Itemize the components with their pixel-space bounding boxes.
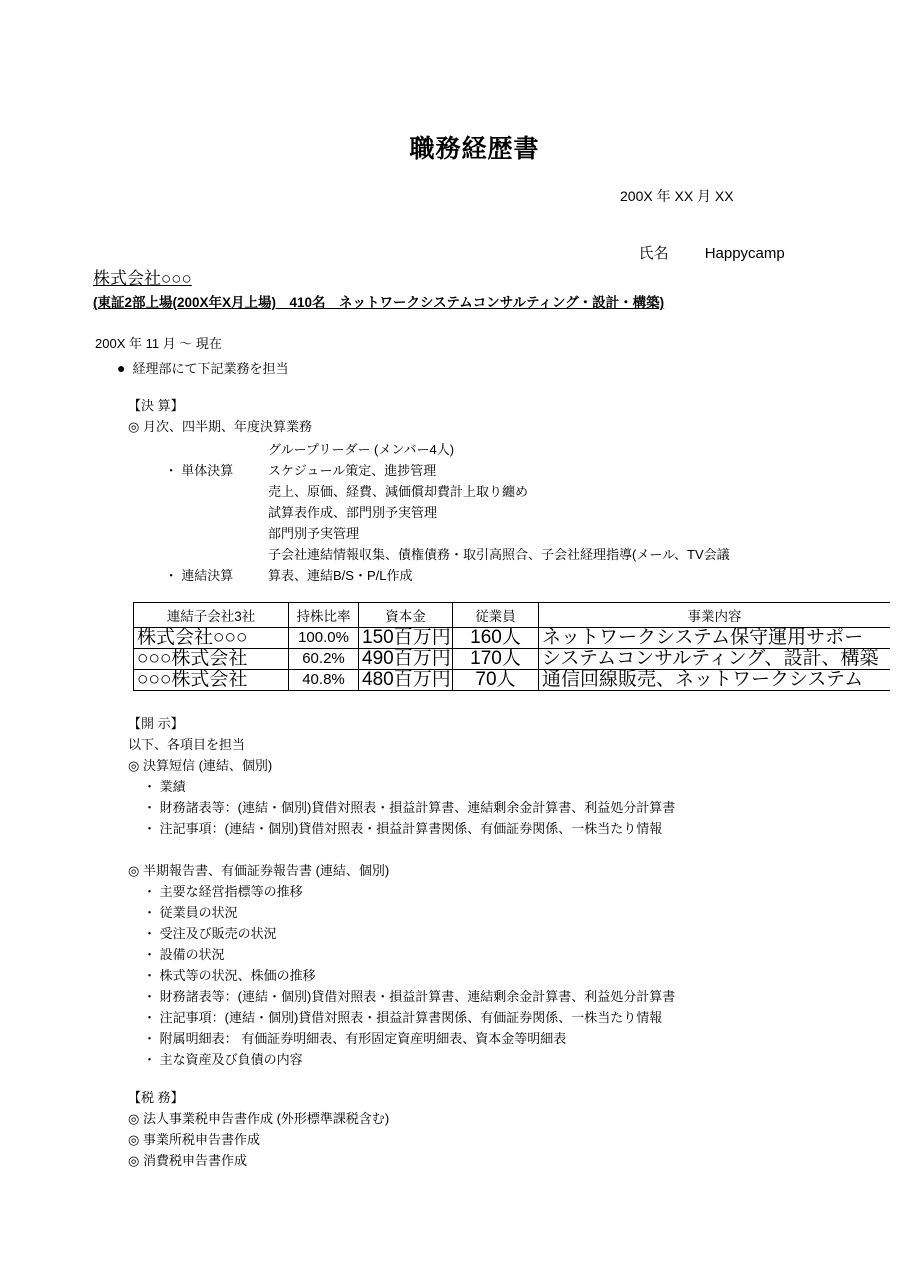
item-label: ・ 単体決算 — [164, 463, 234, 478]
role-line — [0, 358, 905, 379]
table-cell: 160人 — [453, 628, 539, 649]
table-cell: 480百万円 — [359, 670, 453, 691]
date-line: 200X 年 XX 月 XX — [620, 188, 734, 204]
table-header-cell: 従業員 — [453, 603, 539, 628]
list-item: ◎ 法人事業税申告書作成 (外形標準課税含む) — [128, 1111, 390, 1126]
continuation-line: 売上、原価、経費、減価償却費計上取り纏め — [268, 484, 529, 499]
table-cell: ○○○株式会社 — [134, 670, 289, 691]
list-item: ・ 業績 — [143, 779, 186, 794]
table-row — [134, 649, 891, 670]
list-item: ◎ 決算短信 (連結、個別) — [128, 758, 273, 773]
document-body — [0, 333, 905, 1171]
intro-line: 以下、各項目を担当 — [128, 737, 246, 752]
table-cell: 40.8% — [289, 670, 359, 691]
table-cell: 70人 — [453, 670, 539, 691]
table-cell: 通信回線販売、ネットワークシステム — [539, 670, 891, 691]
table-cell: ○○○株式会社 — [134, 649, 289, 670]
continuation-line: 部門別予実管理 — [268, 526, 360, 541]
table-cell: 100.0% — [289, 628, 359, 649]
item-desc: 子会社連結情報収集、債権債務・取引高照合、子会社経理指導(メール、TV会議 — [268, 547, 730, 562]
table-row — [134, 670, 891, 691]
item-label: ・ 連結決算 — [164, 568, 234, 583]
role-text: 経理部にて下記業務を担当 — [132, 361, 289, 376]
subsidiaries-table — [133, 602, 890, 691]
list-item: ・ 受注及び販売の状況 — [143, 926, 277, 941]
section-heading-kessan: 【決 算】 — [128, 398, 184, 413]
list-item: ◎ 事業所税申告書作成 — [128, 1132, 260, 1147]
table-cell: 株式会社○○○ — [134, 628, 289, 649]
list-item: ・ 主な資産及び負債の内容 — [143, 1052, 303, 1067]
item-desc: グループリーダー (メンバー4人) — [268, 442, 455, 457]
name-line — [622, 225, 785, 280]
table-header-cell: 連結子会社3社 — [134, 603, 289, 628]
continuation-line: 算表、連結B/S・P/L作成 — [268, 568, 413, 583]
continuation-line: 試算表作成、部門別予実管理 — [268, 505, 438, 520]
list-item: ・ 財務諸表等：(連結・個別)貸借対照表・損益計算書、連結剰余金計算書、利益処分計算書 — [143, 989, 676, 1004]
list-item: ・ 注記事項：(連結・個別)貸借対照表・損益計算書関係、有価証券関係、一株当たり情報 — [143, 1010, 663, 1025]
list-item: ◎ 月次、四半期、年度決算業務 — [128, 419, 312, 434]
table-cell: ネットワークシステム保守運用サポー — [539, 628, 891, 649]
name-value: Happycamp — [704, 245, 785, 262]
list-item: ・ 附属明細表： 有価証券明細表、有形固定資産明細表、資本金等明細表 — [143, 1031, 567, 1046]
table-cell: 490百万円 — [359, 649, 453, 670]
section-heading-kaiji: 【開 示】 — [128, 716, 184, 731]
list-item: ・ 株式等の状況、株価の推移 — [143, 968, 316, 983]
filled-circle-bullet-icon: ● — [117, 360, 126, 376]
table-header-cell: 事業内容 — [539, 603, 891, 628]
list-item: ◎ 半期報告書、有価証券報告書 (連結、個別) — [128, 863, 390, 878]
continuation-line: スケジュール策定、進捗管理 — [268, 463, 437, 478]
table-cell: 150百万円 — [359, 628, 453, 649]
table-cell: システムコンサルティング、設計、構築 — [539, 649, 891, 670]
company-detail: (東証2部上場(200X年X月上場) 410名 ネットワークシステムコンサルティング・設計・構築) — [93, 295, 665, 310]
list-item: ・ 注記事項：(連結・個別)貸借対照表・損益計算書関係、有価証券関係、一株当たり情報 — [143, 821, 663, 836]
list-item: ◎ 消費税申告書作成 — [128, 1153, 247, 1168]
list-item: ・ 財務諸表等：(連結・個別)貸借対照表・損益計算書、連結剰余金計算書、利益処分計算書 — [143, 800, 676, 815]
company-name: 株式会社○○○ — [93, 269, 192, 288]
name-label: 氏名 — [638, 245, 669, 262]
table-header-cell: 資本金 — [359, 603, 453, 628]
page-title: 職務経歴書 — [409, 135, 540, 163]
section-heading-zeimu: 【税 務】 — [128, 1090, 184, 1105]
list-item: ・ 主要な経営指標等の推移 — [143, 884, 303, 899]
table-cell: 60.2% — [289, 649, 359, 670]
list-item: ・ 設備の状況 — [143, 947, 225, 962]
period-line: 200X 年 11 月 ～ 現在 — [95, 336, 222, 351]
list-item: ・ 従業員の状況 — [143, 905, 238, 920]
table-header-row — [134, 603, 891, 628]
table-cell: 170人 — [453, 649, 539, 670]
table-row — [134, 628, 891, 649]
table-header-cell: 持株比率 — [289, 603, 359, 628]
